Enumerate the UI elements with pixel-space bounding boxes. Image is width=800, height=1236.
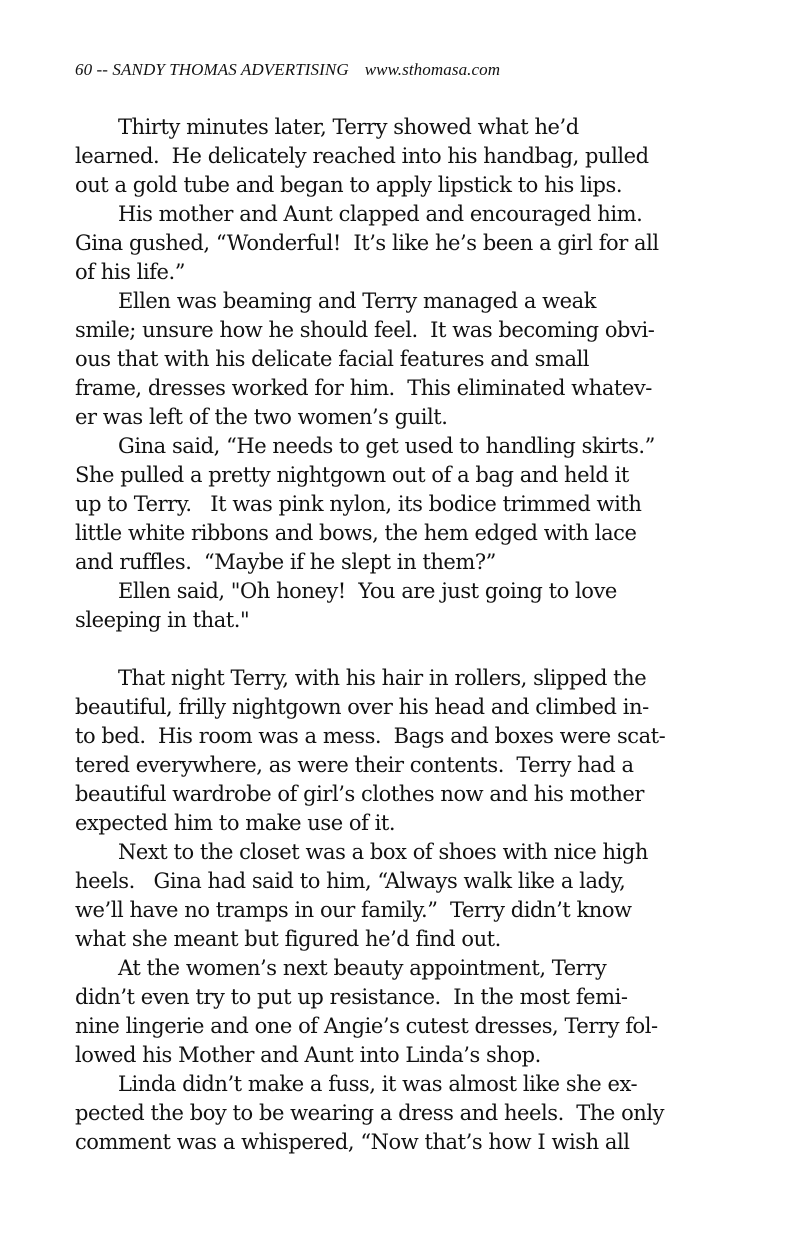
text-line: we’ll have no tramps in our family.” Terry didn’t know	[75, 898, 632, 922]
paragraph-first-line: That night Terry, with his hair in rollers, slipped the	[118, 666, 647, 690]
text-line: lowed his Mother and Aunt into Linda’s shop.	[75, 1043, 541, 1067]
text-line: to bed. His room was a mess. Bags and boxes were scat-	[75, 724, 666, 748]
text-line: tered everywhere, as were their contents. Terry had a	[75, 753, 634, 777]
text-line: little white ribbons and bows, the hem edged with lace	[75, 521, 637, 545]
text-line: nine lingerie and one of Angie’s cutest dresses, Terry fol-	[75, 1014, 658, 1038]
paragraph-first-line: Thirty minutes later, Terry showed what he’d	[118, 115, 579, 139]
text-line: pected the boy to be wearing a dress and heels. The only	[75, 1101, 665, 1125]
running-header	[75, 60, 500, 80]
paragraph-first-line: Gina said, “He needs to get used to handling skirts.”	[118, 434, 655, 458]
text-line: ous that with his delicate facial features and small	[75, 347, 590, 371]
text-line: beautiful, frilly nightgown over his head and climbed in-	[75, 695, 649, 719]
body-text	[75, 113, 725, 1157]
paragraph-first-line: Ellen was beaming and Terry managed a weak	[118, 289, 596, 313]
header-url: www.sthomasa.com	[364, 60, 501, 79]
text-line: She pulled a pretty nightgown out of a bag and held it	[75, 463, 629, 487]
paragraph-first-line: Next to the closet was a box of shoes with nice high	[118, 840, 648, 864]
text-line: of his life.”	[75, 260, 185, 284]
text-line: comment was a whispered, “Now that’s how I wish all	[75, 1130, 630, 1154]
text-line: er was left of the two women’s guilt.	[75, 405, 448, 429]
paragraph-first-line: His mother and Aunt clapped and encouraged him.	[118, 202, 643, 226]
text-line: frame, dresses worked for him. This eliminated whatev-	[75, 376, 652, 400]
text-line: didn’t even try to put up resistance. In the most femi-	[75, 985, 628, 1009]
running-title: 60 -- SANDY THOMAS ADVERTISING	[75, 60, 349, 79]
text-line: up to Terry. It was pink nylon, its bodice trimmed with	[75, 492, 642, 516]
text-line: out a gold tube and began to apply lipstick to his lips.	[75, 173, 623, 197]
paragraph-first-line: At the women’s next beauty appointment, Terry	[118, 956, 607, 980]
text-line: beautiful wardrobe of girl’s clothes now and his mother	[75, 782, 644, 806]
text-line: sleeping in that."	[75, 608, 250, 632]
text-line: learned. He delicately reached into his handbag, pulled	[75, 144, 649, 168]
paragraph-first-line: Ellen said, "Oh honey! You are just going to love	[118, 579, 617, 603]
blank-line	[75, 635, 725, 664]
text-line: heels. Gina had said to him, “Always walk like a lady,	[75, 869, 626, 893]
text-line: Gina gushed, “Wonderful! It’s like he’s been a girl for all	[75, 231, 659, 255]
text-line: expected him to make use of it.	[75, 811, 396, 835]
text-line: and ruffles. “Maybe if he slept in them?”	[75, 550, 496, 574]
paragraph-first-line: Linda didn’t make a fuss, it was almost like she ex-	[118, 1072, 638, 1096]
text-line: smile; unsure how he should feel. It was becoming obvi-	[75, 318, 655, 342]
text-line: what she meant but figured he’d find out.	[75, 927, 501, 951]
